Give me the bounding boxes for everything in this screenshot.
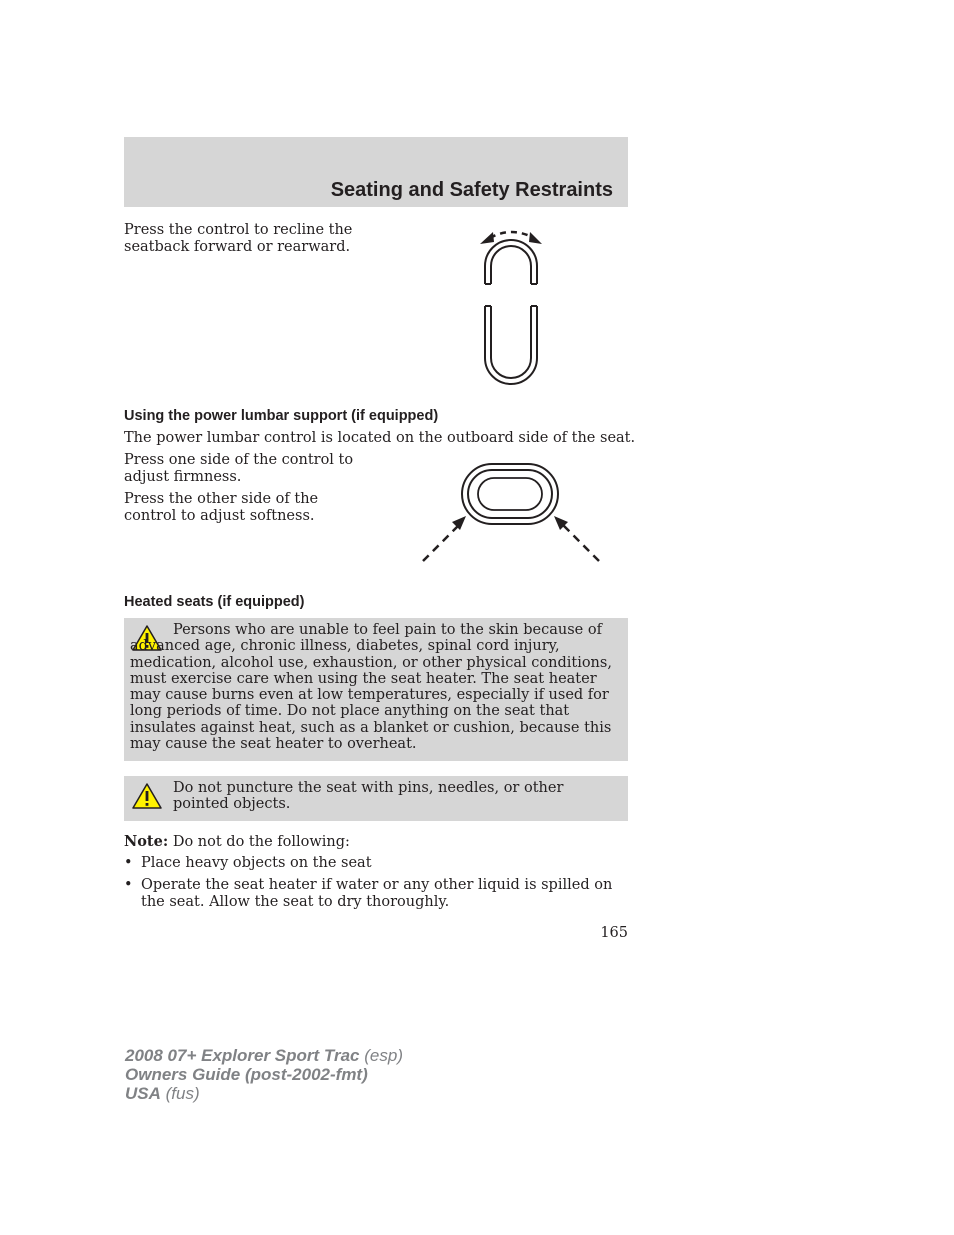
section-header-band	[124, 137, 628, 207]
heated-seats-heading: Heated seats (if equipped)	[124, 594, 305, 610]
lumbar-control-icon	[418, 460, 604, 566]
bullet-text: Operate the seat heater if water or any other liquid is spilled on the seat. Allow the seat to dry thoroughly.	[141, 877, 613, 910]
section-title: Seating and Safety Restraints	[330, 179, 613, 201]
footer-market: USA	[125, 1084, 161, 1103]
lumbar-heading: Using the power lumbar support (if equipped)	[124, 408, 439, 424]
note-text: Do not do the following:	[172, 834, 350, 850]
footer-guide: Owners Guide (post-2002-fmt)	[125, 1065, 368, 1084]
warning-puncture-text: Do not puncture the seat with pins, needles, or other pointed objects.	[173, 780, 564, 813]
recline-paragraph: Press the control to recline the seatback forward or rearward.	[124, 222, 353, 255]
recline-control-icon	[470, 222, 554, 388]
lumbar-soft-text: Press the other side of the control to adjust softness.	[124, 491, 319, 524]
warning-burns-text: Persons who are unable to feel pain to the skin because of advanced age, chronic illness, diabetes, spinal cord injury, medication, alcohol use, exhaustion, or other physical conditions, must exercise care when using the seat heater. The seat heater may cause burns even at low temperatures, especially if used for long periods of time. Do not place anything on the seat that insulates against heat, such as a blanket or cushion, because this may cause the seat heater to overheat.	[130, 622, 612, 753]
page-number: 165	[600, 925, 628, 941]
warning-triangle-icon	[131, 782, 163, 810]
warning-box-burns	[124, 618, 628, 761]
document-footer	[125, 1046, 403, 1103]
footer-model-code: (esp)	[364, 1046, 403, 1065]
lumbar-firm-text: Press one side of the control to adjust firmness.	[124, 452, 354, 485]
footer-market-code: (fus)	[165, 1084, 200, 1103]
bullet-marker: •	[124, 855, 133, 871]
note-label: Note:	[124, 833, 169, 850]
footer-model: 2008 07+ Explorer Sport Trac	[125, 1046, 360, 1065]
warning-box-puncture	[124, 776, 628, 821]
bullet-marker: •	[124, 877, 133, 893]
note-line	[124, 834, 628, 851]
lumbar-intro: The power lumbar control is located on the outboard side of the seat.	[124, 430, 636, 446]
bullet-text: Place heavy objects on the seat	[141, 855, 372, 871]
